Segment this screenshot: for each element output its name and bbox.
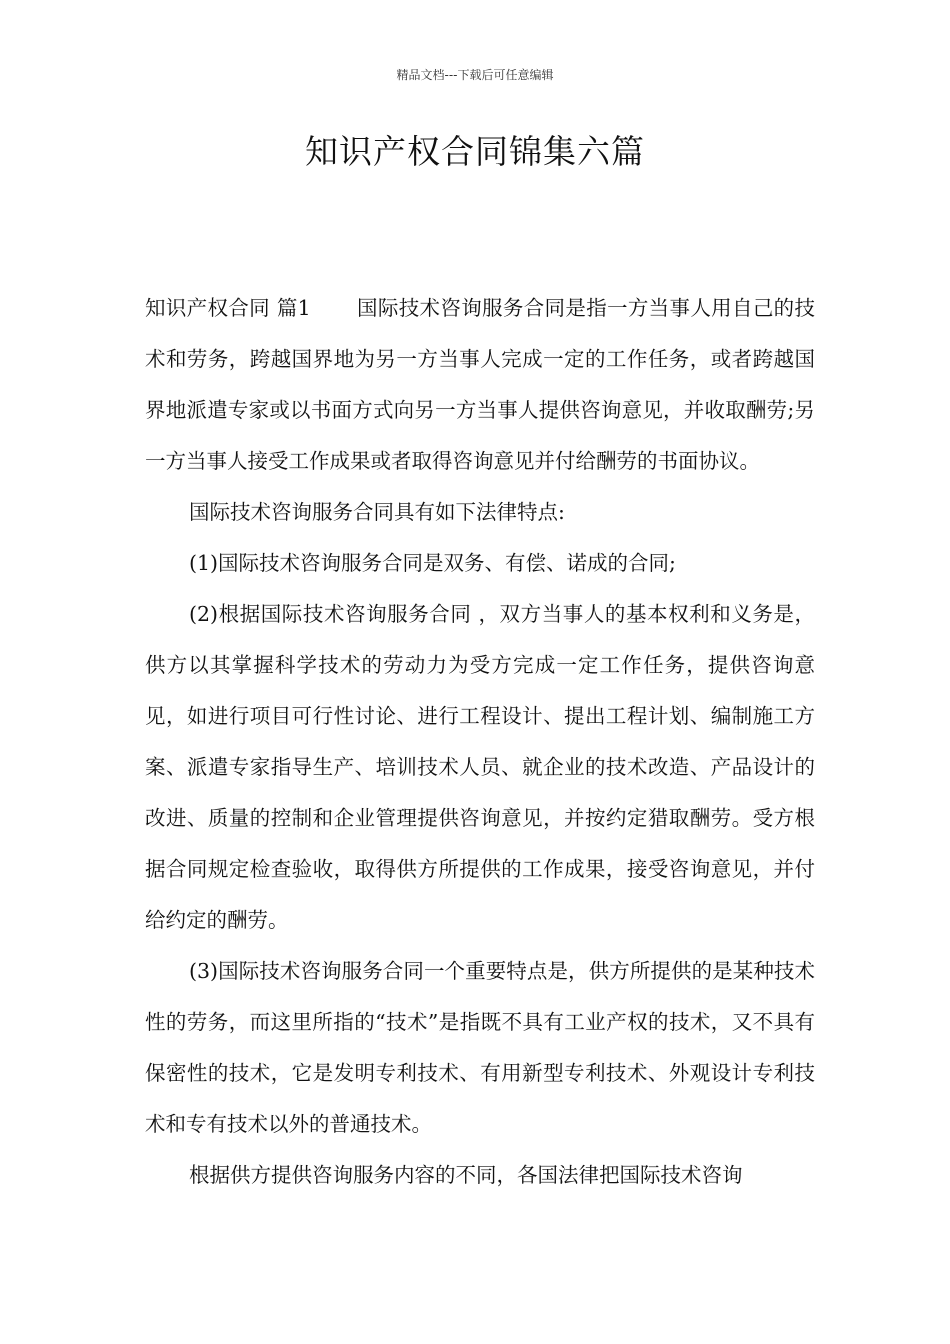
paragraph-4: (2)根据国际技术咨询服务合同 ，双方当事人的基本权利和义务是，供方以其掌握科学技术的劳动力为受方完成一定工作任务，提供咨询意见，如进行项目可行性讨论、进行工程设计、提出工程计划、编制施工方案、派遣专家指导生产、培训技术人员、就企业的技术改造、产品设计的改进、质量的控制和企业管理提供咨询意见，并按约定猎取酬劳。受方根据合同规定检查验收，取得供方所提供的工作成果，接受咨询意见，并付给约定的酬劳。: [145, 602, 815, 932]
paragraph-6: 根据供方提供咨询服务内容的不同，各国法律把国际技术咨询: [189, 1163, 743, 1187]
document-title: 知识产权合同锦集六篇: [305, 132, 645, 171]
paragraph-3: (1)国际技术咨询服务合同是双务、有偿、诺成的合同;: [189, 551, 676, 575]
document-body: [145, 283, 815, 1201]
section-label: 知识产权合同 篇1: [145, 296, 311, 320]
paragraph-2: 国际技术咨询服务合同具有如下法律特点:: [189, 500, 565, 524]
paragraph-1-text: 国际技术咨询服务合同是指一方当事人用自己的技术和劳务，跨越国界地为另一方当事人完成一定的工作任务，或者跨越国界地派遣专家或以书面方式向另一方当事人提供咨询意见，并收取酬劳;另一方当事人接受工作成果或者取得咨询意见并付给酬劳的书面协议。: [145, 296, 816, 473]
page-header: 精品文档---下载后可任意编辑: [396, 68, 554, 82]
paragraph-1: [145, 283, 815, 487]
paragraph-5: (3)国际技术咨询服务合同一个重要特点是，供方所提供的是某种技术性的劳务，而这里所指的“技术”是指既不具有工业产权的技术，又不具有保密性的技术，它是发明专利技术、有用新型专利技术、外观设计专利技术和专有技术以外的普通技术。: [145, 959, 815, 1136]
